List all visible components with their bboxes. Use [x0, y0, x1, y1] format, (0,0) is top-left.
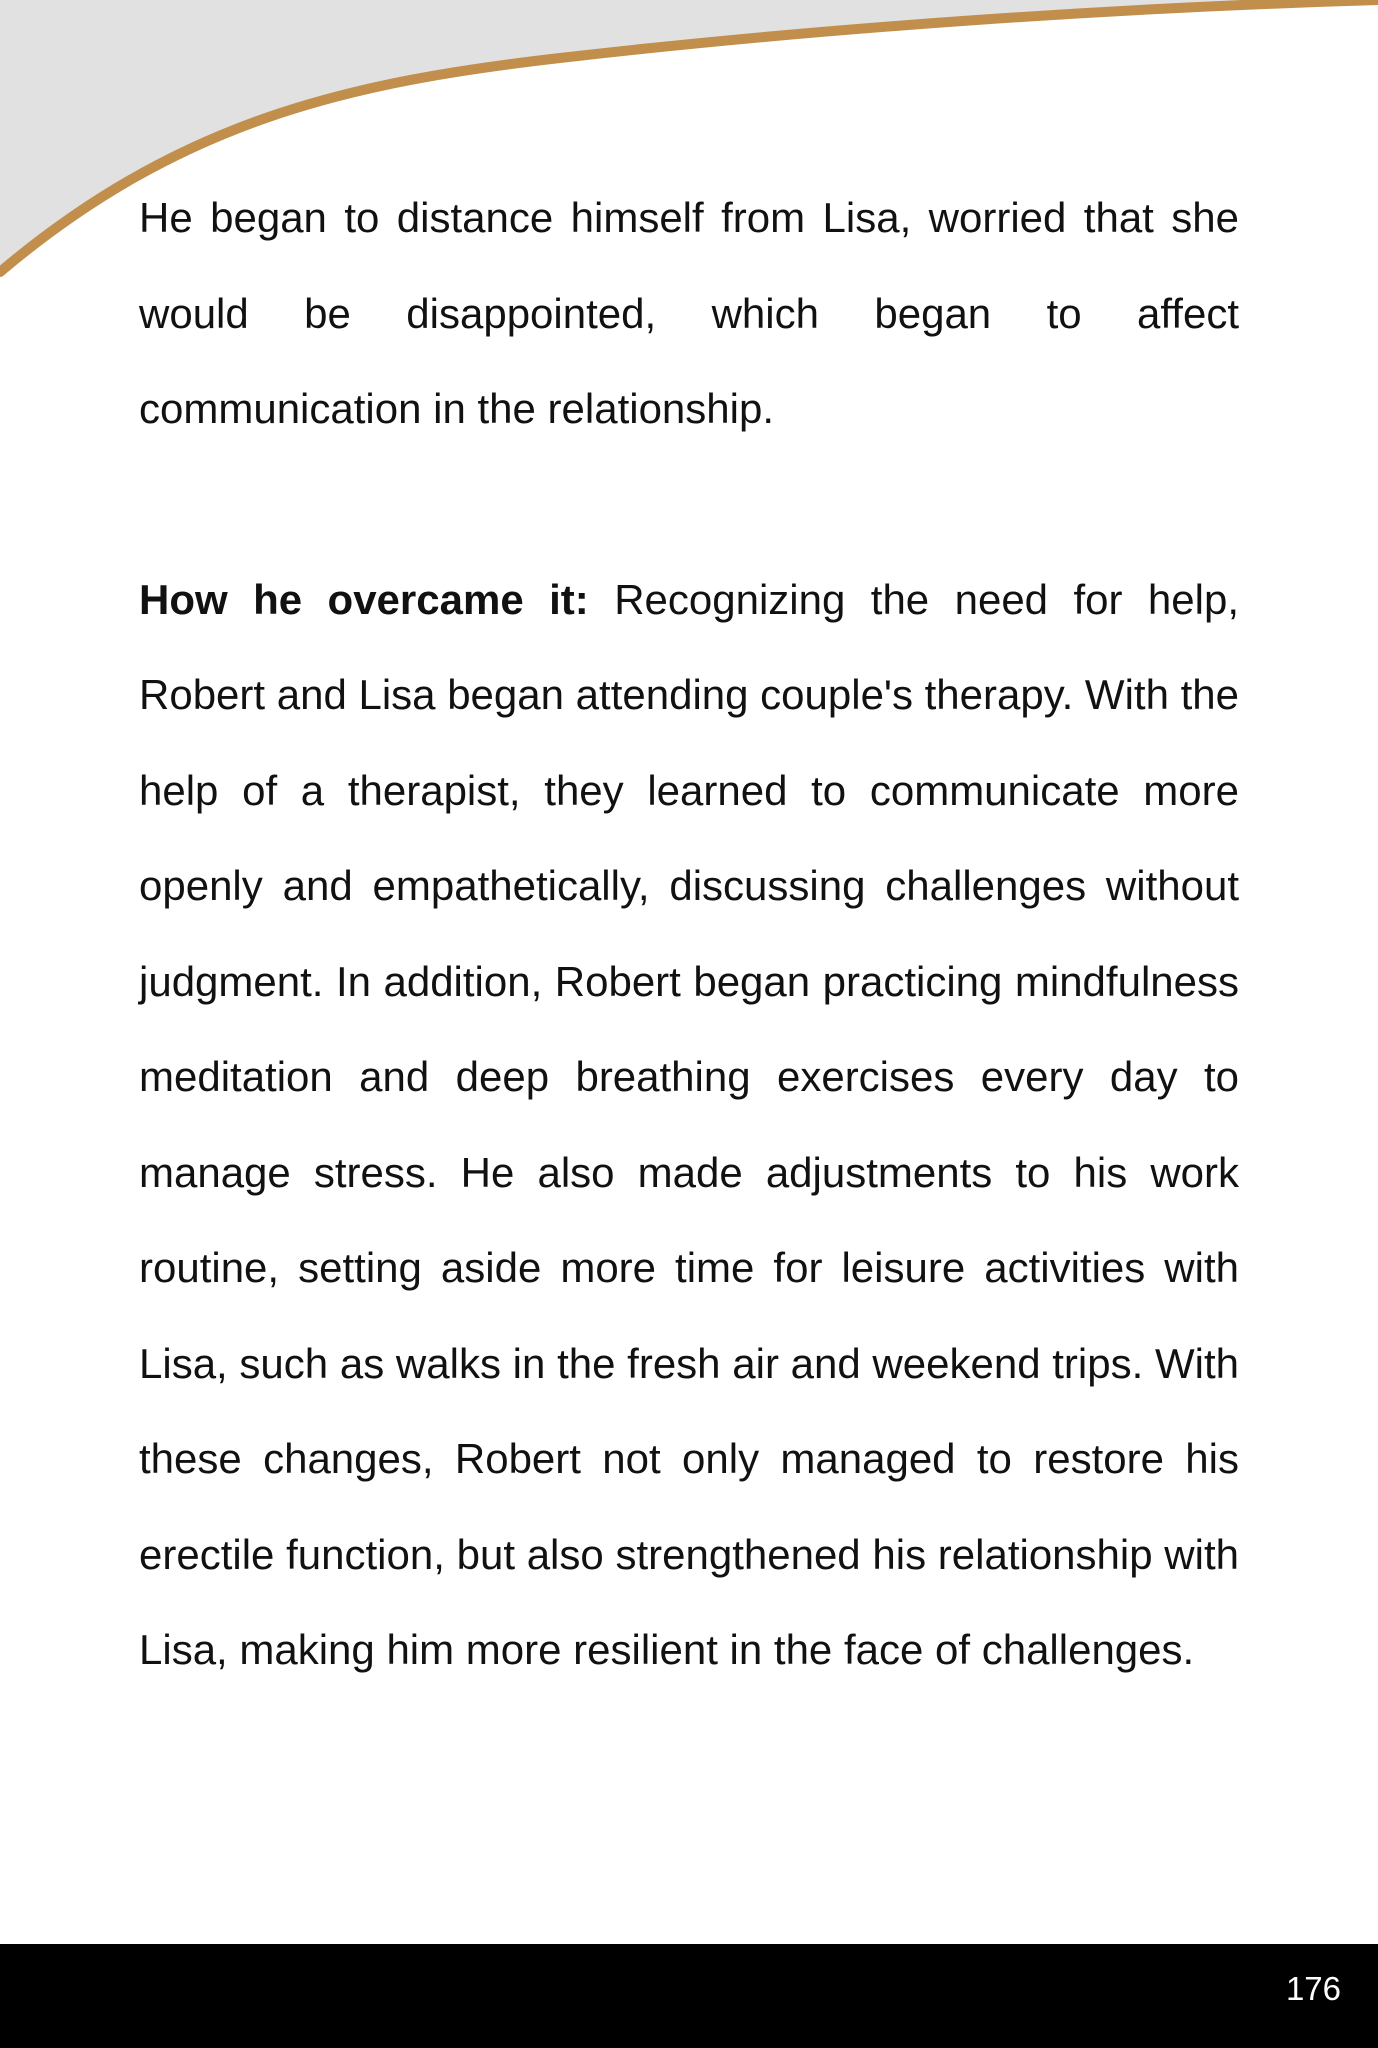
paragraph-text: He began to distance himself from Lisa, worried that she would be disappointed, which began to affect communication in the relationship.	[139, 194, 1239, 432]
paragraph-how-he-overcame-it	[139, 552, 1239, 1698]
paragraph-lead: How he overcame it:	[139, 575, 589, 623]
page-footer	[0, 1944, 1378, 2048]
paragraph-distance	[139, 170, 1239, 457]
paragraph-text: Recognizing the need for help, Robert and Lisa began attending couple's therapy. With the help of a therapist, they learned to communicate more openly and empathetically, discussing challenges without judgment. In addition, Robert began practicing mindfulness meditation and deep breathing exercises every day to manage stress. He also made adjustments to his work routine, setting aside more time for leisure activities with Lisa, such as walks in the fresh air and weekend trips. With these changes, Robert not only managed to restore his erectile function, but also strengthened his relationship with Lisa, making him more resilient in the face of challenges.	[139, 575, 1239, 1673]
page-number: 176	[1285, 1970, 1341, 2007]
page-content	[139, 170, 1239, 1698]
